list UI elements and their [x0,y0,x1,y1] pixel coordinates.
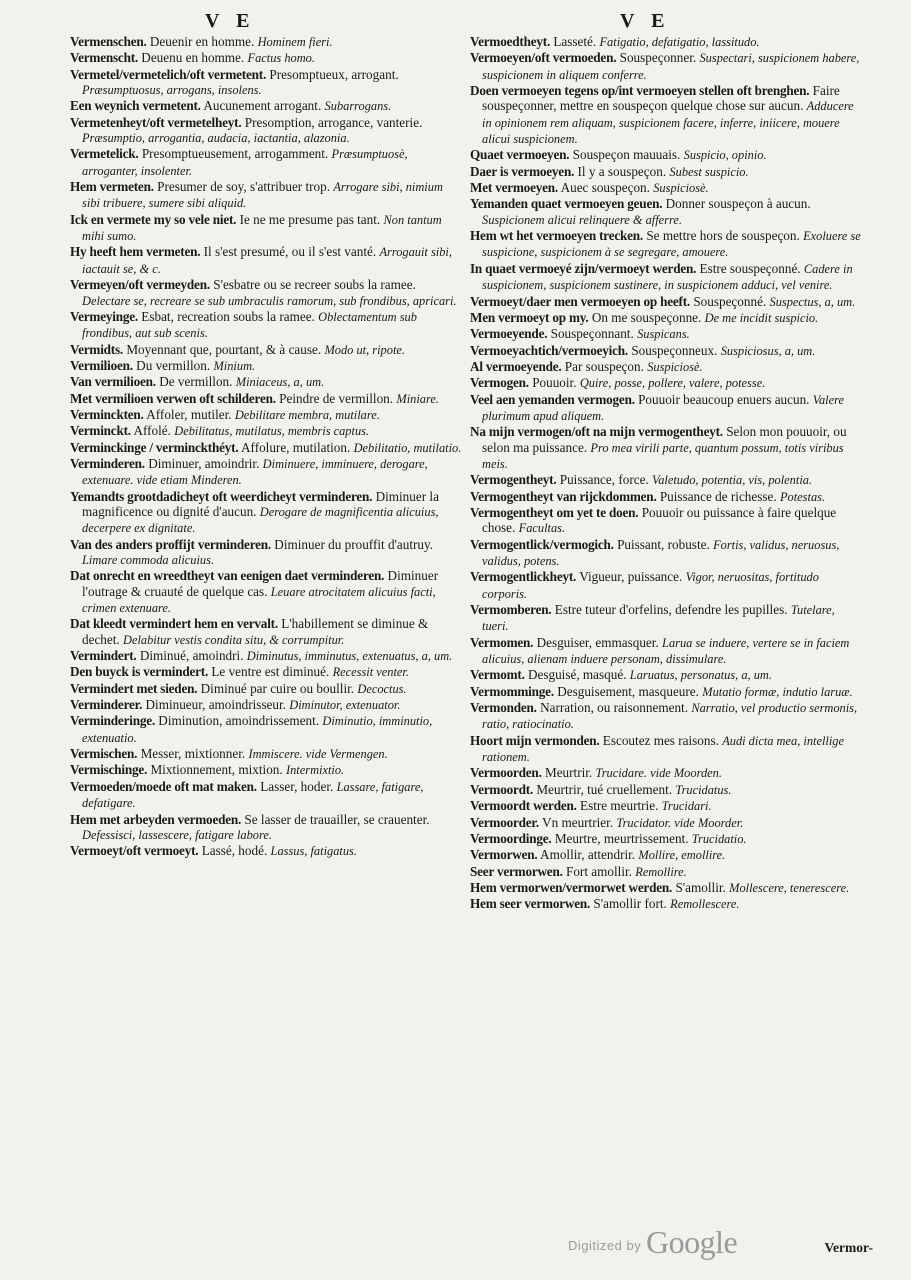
french-gloss: Estre tuteur d'orfelins, defendre les pupilles. [554,602,788,618]
french-gloss: Se lasser de trauailler, se crauenter. [244,811,430,827]
french-gloss: Desguisement, masqueure. [557,683,699,699]
headword: Al vermoeyende. [470,358,562,374]
latin-gloss: Trucidatus. [675,782,732,797]
dictionary-entry [470,602,862,635]
latin-gloss: Diminutio, imminutio, extenuatio. [82,714,433,745]
french-gloss: Puissant, robuste. [617,536,710,552]
latin-gloss: Præsumptuosè, arroganter, insolenter. [82,147,408,178]
headword: Vermoeyt/oft vermoeyt. [70,843,199,859]
french-gloss: Lassé, hodé. [201,843,268,859]
dictionary-entry [470,733,862,766]
french-gloss: Moyennant que, pourtant, & à cause. [126,341,322,357]
french-gloss: Presomption, arrogance, vanterie. [244,114,423,130]
headword: Vermomberen. [470,602,552,618]
latin-gloss: Trucidator. vide Moorder. [616,815,744,830]
french-gloss: Diminué, amoindri. [139,648,244,664]
french-gloss: Esbat, recreation soubs la ramee. [141,308,315,324]
headword: Vermoordinge. [470,830,552,846]
latin-gloss: Diminutus, imminutus, extenuatus, a, um. [246,649,453,664]
french-gloss: Amollir, attendrir. [540,847,636,863]
latin-gloss: Intermixtio. [285,763,345,778]
latin-gloss: Facultas. [518,521,566,536]
french-gloss: S'amollir fort. [593,896,667,912]
watermark-prefix: Digitized by [568,1238,642,1253]
headword: Hem wt het vermoeyen trecken. [470,228,644,244]
latin-gloss: Suspicans. [637,327,690,342]
french-gloss: Aucunement arrogant. [203,98,322,114]
headword: Vermetenheyt/oft vermetelheyt. [70,114,242,130]
french-gloss: Diminution, amoindrissement. [158,713,320,729]
french-gloss: S'amollir. [675,879,726,895]
headword: Vermindert. [70,648,137,664]
latin-gloss: Miniaceus, a, um. [235,375,325,390]
french-gloss: De vermillon. [159,374,233,390]
dictionary-entry [70,456,462,489]
dictionary-entry [70,537,462,569]
latin-gloss: Tutelare, tueri. [482,603,835,634]
dictionary-entry [470,569,862,602]
french-gloss: Meurtre, meurtrissement. [554,830,689,846]
latin-gloss: Leuare atrocitatem alicuius facti, crimen extenuare. [82,584,436,616]
headword: Na mijn vermogen/oft na mijn vermogentheyt. [470,424,723,440]
headword: Doen vermoeyen tegens op/int vermoeyen stellen oft brenghen. [470,83,810,99]
dictionary-entry [70,779,462,812]
dictionary-entry [470,831,862,847]
dictionary-entry [470,489,862,505]
french-gloss: Pouuoir beaucoup enuers aucun. [638,391,810,407]
dictionary-entry [70,244,462,277]
dictionary-entry [70,407,462,423]
dictionary-entry [470,34,862,50]
french-gloss: Le ventre est diminué. [211,664,330,680]
french-gloss: Ie ne me presume pas tant. [239,211,381,227]
dictionary-entry [470,684,862,700]
headword: Vermoordt. [470,781,534,797]
latin-gloss: Suspicionem alicui relinquere & afferre. [482,212,682,227]
dictionary-entry [470,667,862,683]
french-gloss: Se mettre hors de souspeçon. [646,228,800,244]
latin-gloss: Laruatus, personatus, a, um. [629,668,772,683]
headword: Verminderinge. [70,713,155,729]
dictionary-entry [70,697,462,713]
latin-gloss: Audi dicta mea, intellige rationem. [482,733,845,765]
latin-gloss: Suspiciosè. [653,181,709,196]
headword: Vermoeyachtich/vermoeyich. [470,342,629,358]
french-gloss: Peindre de vermillon. [279,390,394,406]
dictionary-entry [470,864,862,880]
latin-gloss: Defessisci, lassescere, fatigare labore. [82,827,272,842]
french-gloss: Meurtrir, tué cruellement. [536,781,673,797]
latin-gloss: Mollire, emollire. [638,848,726,863]
french-gloss: Selon mon pouuoir, ou selon ma puissance. [482,424,847,455]
dictionary-entry [470,326,862,342]
dictionary-entry [470,83,862,147]
latin-gloss: Trucidari. [661,799,712,814]
header-left: V E [205,10,256,32]
headword: Vermomen. [470,634,534,650]
dictionary-entry [470,310,862,326]
dictionary-entry [70,50,462,66]
headword: Vermomminge. [470,683,554,699]
french-gloss: Lasseté. [553,34,597,49]
dictionary-entry [70,179,462,212]
dictionary-entry [470,815,862,831]
headword: Yemanden quaet vermoeyen geuen. [470,196,663,212]
right-column [470,34,862,913]
dictionary-entry [470,261,862,294]
dictionary-entry [70,423,462,439]
dictionary-entry [70,616,462,648]
dictionary-entry [470,635,862,668]
headword: Verminderen. [70,455,145,471]
latin-gloss: Decoctus. [357,681,407,696]
latin-gloss: Factus homo. [247,51,315,66]
headword: Vermenscht. [70,50,138,66]
french-gloss: Donner souspeçon à aucun. [665,196,811,212]
dictionary-entry [70,391,462,407]
latin-gloss: Minium. [213,358,256,373]
dictionary-entry [470,880,862,896]
french-gloss: Escoutez mes raisons. [602,732,719,748]
headword: Vermischinge. [70,762,148,778]
dictionary-entry [470,505,862,537]
dictionary-entry [70,713,462,746]
headword: Vermischen. [70,746,138,762]
dictionary-entry [70,212,462,245]
headword: Vermoeden/moede oft mat maken. [70,778,257,794]
dictionary-entry [470,392,862,425]
french-gloss: Messer, mixtionner. [140,746,246,762]
french-gloss: Vigueur, puissance. [579,569,683,585]
dictionary-entry [70,374,462,390]
headword: Den buyck is vermindert. [70,664,209,680]
latin-gloss: Remollire. [635,864,687,879]
headword: Vermidts. [70,341,124,357]
latin-gloss: Cadere in suspicionem, suspicionem sustinere, in suspicionem adduci, vel venire. [482,261,853,293]
dictionary-entry [70,115,462,147]
headword: Verminderer. [70,697,143,713]
headword: Vermoorden. [470,765,542,781]
dictionary-entry [470,765,862,781]
dictionary-entry [470,847,862,863]
dictionary-entry [70,762,462,778]
latin-gloss: Mutatio formæ, indutio laruæ. [702,684,853,699]
dictionary-entry [70,358,462,374]
dictionary-entry [470,472,862,488]
headword: Vermenschen. [70,34,147,49]
latin-gloss: Narratio, vel productio sermonis, ratio, ratiocinatio. [482,701,858,732]
french-gloss: Deuenu en homme. [141,50,245,66]
dictionary-entry [470,343,862,359]
dictionary-entry [470,537,862,570]
headword: Vermoorder. [470,814,539,830]
dictionary-entry [470,359,862,375]
latin-gloss: Arrogauit sibi, iactauit se, & c. [82,245,452,276]
latin-gloss: Limare commoda alicuius. [82,553,215,567]
latin-gloss: Trucidatio. [691,831,747,846]
headword: Vermeyinge. [70,308,138,324]
headword: Van vermilioen. [70,374,156,390]
latin-gloss: Quire, posse, pollere, valere, potesse. [579,376,766,391]
dictionary-entry [70,98,462,114]
latin-gloss: Subarrogans. [324,99,392,114]
french-gloss: Desguiser, emmasquer. [536,634,659,650]
headword: Met vermoeyen. [470,180,558,196]
french-gloss: Meurtrir. [544,765,593,781]
headword: Met vermilioen verwen oft schilderen. [70,390,276,406]
headword: Vermogentlickheyt. [470,569,577,585]
french-gloss: Estre souspeçonné. [699,260,801,276]
latin-gloss: Potestas. [779,489,826,504]
french-gloss: Puissance de richesse. [659,488,777,504]
headword: Vermonden. [470,700,537,716]
latin-gloss: Suspiciosè. [647,359,703,374]
latin-gloss: Oblectamentum sub frondibus, aut sub scenis. [82,309,417,341]
latin-gloss: Arrogare sibi, nimium sibi tribuere, sumere sibi aliquid. [82,180,443,211]
french-gloss: Diminuer l'outrage & cruauté de quelque cas. [82,568,439,599]
french-gloss: Presomptueusement, arrogamment. [141,146,329,162]
latin-gloss: Suspiciosus, a, um. [720,343,816,358]
headword: Vermoordt werden. [470,798,577,814]
headword: In quaet vermoeyé zijn/vermoeyt werden. [470,260,697,276]
headword: Verminckten. [70,406,144,422]
headword: Vermoedtheyt. [470,34,551,49]
french-gloss: Narration, ou raisonnement. [540,700,689,716]
header-right: V E [620,10,671,32]
french-gloss: Affoler, mutiler. [146,406,232,422]
french-gloss: S'esbatre ou se recreer soubs la ramee. [213,277,416,293]
headword: Dat kleedt vermindert hem en vervalt. [70,616,278,632]
latin-gloss: Derogare de magnificentia alicuius, decerpere ex dignitate. [82,504,439,536]
headword: Vermoeyen/oft vermoeden. [470,50,617,66]
headword: Vermorwen. [470,847,538,863]
latin-gloss: Debilitare membra, mutilare. [234,407,380,422]
latin-gloss: Valere plurimum apud aliquem. [482,392,844,423]
latin-gloss: Trucidare. vide Moorden. [595,766,722,781]
french-gloss: Lasser, hoder. [260,778,334,794]
dictionary-entry [70,681,462,697]
latin-gloss: Laruа se induere, vertere se in faciem alicuius, alienam induere personam, dissimulare. [482,635,850,667]
french-gloss: Par souspeçon. [564,358,644,374]
dictionary-entry [470,147,862,163]
dictionary-entry [70,277,462,309]
headword: Van des anders proffijt verminderen. [70,536,271,552]
dictionary-entry [470,164,862,180]
french-gloss: Souspeçonner. [619,50,697,66]
headword: Verminckt. [70,423,131,439]
headword: Vermogentheyt. [470,472,557,488]
headword: Vermogentlick/vermogich. [470,536,614,552]
page-header [0,10,911,36]
latin-gloss: Delectare se, recreare se sub umbraculis ramorum, sub frondibus, apricari. [82,293,457,308]
headword: Verminckinge / verminckthéyt. [70,439,239,455]
french-gloss: Desguisé, masqué. [527,667,627,683]
latin-gloss: Modo ut, ripote. [324,342,405,357]
french-gloss: Il y a souspeçon. [577,163,667,179]
french-gloss: Puissance, force. [559,472,649,488]
dictionary-entry [470,228,862,261]
french-gloss: Souspeçonnant. [550,326,634,342]
french-gloss: On me souspeçonne. [591,309,702,325]
dictionary-entry [70,664,462,680]
headword: Vermindert met sieden. [70,680,198,696]
dictionary-entry [70,146,462,179]
french-gloss: Mixtionnement, mixtion. [150,762,283,778]
latin-gloss: Debilitatio, mutilatio. [353,440,462,455]
latin-gloss: Suspicio, opinio. [683,148,767,163]
french-gloss: Deuenir en homme. [149,34,255,49]
latin-gloss: Miniare. [396,391,439,406]
latin-gloss: Lassare, fatigare, defatigare. [82,779,424,811]
dictionary-entry [70,309,462,342]
dictionary-entry [70,342,462,358]
french-gloss: Vn meurtrier. [542,814,614,830]
dictionary-entry [70,34,462,50]
french-gloss: Diminuer du prouffit d'autruy. [274,536,434,552]
headword: Vermomt. [470,667,525,683]
dictionary-entry [470,294,862,310]
dictionary-entry [470,424,862,472]
dictionary-entry [70,648,462,664]
headword: Daer is vermoeyen. [470,163,575,179]
dictionary-entry [70,568,462,616]
latin-gloss: Recessit venter. [332,665,409,680]
headword: Dat onrecht en wreedtheyt van eenigen daet verminderen. [70,568,385,584]
headword: Hem met arbeyden vermoeden. [70,811,242,827]
latin-gloss: De me incidit suspicio. [704,310,819,325]
left-column [70,34,462,860]
dictionary-entry [470,180,862,196]
headword: Vermogentheyt om yet te doen. [470,504,639,520]
french-gloss: Affolé. [133,423,171,439]
dictionary-entry [470,375,862,391]
latin-gloss: Adducere in opinionem rem aliquam, suspicionem facere, inferre, iniicere, mouere alicui suspicionem. [482,99,854,147]
latin-gloss: Præsumptuosus, arrogans, insolens. [82,83,262,98]
latin-gloss: Subest suspicio. [669,164,749,179]
dictionary-entry [70,812,462,844]
dictionary-entry [70,440,462,456]
watermark-brand: Google [646,1224,738,1260]
french-gloss: Estre meurtrie. [580,798,659,814]
dictionary-entry [470,782,862,798]
headword: Veel aen yemanden vermogen. [470,391,635,407]
dictionary-entry [70,843,462,859]
dictionary-entry [70,67,462,99]
headword: Hy heeft hem vermeten. [70,244,201,260]
headword: Quaet vermoeyen. [470,147,570,163]
latin-gloss: Non tantum mihi sumo. [82,212,442,244]
french-gloss: Affolure, mutilation. [241,439,351,455]
headword: Vermeyen/oft vermeyden. [70,277,210,293]
headword: Hem vermeten. [70,179,154,195]
headword: Seer vermorwen. [470,863,563,879]
headword: Vermilioen. [70,357,133,373]
headword: Vermetel/vermetelich/oft vermetent. [70,66,267,82]
latin-gloss: Exoluere se suspicione, suspicionem à se segregare, amouere. [482,229,861,260]
french-gloss: Faire souspeçonner, mettre en souspeçon quelque chose sur aucun. [482,83,840,114]
headword: Vermetelick. [70,146,139,162]
headword: Vermogentheyt van rijckdommen. [470,488,657,504]
latin-gloss: Pro mea virili parte, quantum possum, totis viribus meis. [482,440,844,471]
french-gloss: Diminuer la magnificence ou dignité d'aucun. [82,488,439,519]
french-gloss: Du vermillon. [136,357,211,373]
dictionary-entry [470,896,862,912]
french-gloss: Souspeçonné. [693,293,767,309]
headword: Hem seer vermorwen. [470,896,591,912]
headword: Vermoeyende. [470,326,548,342]
french-gloss: Diminuer, amoindrir. [148,455,260,471]
headword: Hoort mijn vermonden. [470,732,600,748]
dictionary-entry [470,50,862,83]
latin-gloss: Debilitatus, mutilatus, membris captus. [174,424,370,439]
french-gloss: Auec souspeçon. [560,180,650,196]
french-gloss: Souspeçonneux. [631,342,718,358]
google-watermark [568,1222,768,1262]
latin-gloss: Fortis, validus, neruosus, validus, potens. [482,537,840,568]
dictionary-entry [70,746,462,762]
latin-gloss: Lassus, fatigatus. [270,844,357,859]
french-gloss: Presomptueux, arrogant. [269,66,399,82]
dictionary-entry [470,196,862,228]
headword: Vermogen. [470,375,529,391]
french-gloss: Presumer de soy, s'attribuer trop. [157,179,331,195]
catchword: Vermor- [824,1240,873,1255]
latin-gloss: Diminutor, extenuator. [289,698,401,713]
headword: Ick en vermete my so vele niet. [70,211,237,227]
latin-gloss: Præsumptio, arrogantia, audacia, iactantia, alazonia. [82,131,350,146]
french-gloss: Diminué par cuire ou boullir. [200,680,355,696]
french-gloss: L'habillement se diminue & dechet. [82,616,429,647]
headword: Yemandts grootdadicheyt oft weerdicheyt verminderen. [70,488,373,504]
latin-gloss: Delabitur vestis condita situ, & corrumpitur. [123,632,345,647]
headword: Hem vermorwen/vermorwet werden. [470,879,673,895]
latin-gloss: Diminuere, imminuere, derogare, extenuare. vide etiam Minderen. [82,456,428,488]
headword: Vermoeyt/daer men vermoeyen op heeft. [470,293,691,309]
latin-gloss: Remollescere. [670,897,740,912]
french-gloss: Diminueur, amoindrisseur. [145,697,286,713]
french-gloss: Souspeçon mauuais. [572,147,681,163]
dictionary-entry [470,798,862,814]
french-gloss: Fort amollir. [566,863,632,879]
latin-gloss: Suspectus, a, um. [769,294,856,309]
latin-gloss: Immiscere. vide Vermengen. [248,747,388,762]
latin-gloss: Fatigatio, defatigatio, lassitudo. [599,35,760,49]
headword: Men vermoeyt op my. [470,309,589,325]
french-gloss: Pouuoir. [532,375,577,391]
french-gloss: Il s'est presumé, ou il s'est vanté. [203,244,377,260]
latin-gloss: Valetudo, potentia, vis, polentia. [652,473,813,488]
dictionary-entry [470,700,862,733]
french-gloss: Pouuoir ou puissance à faire quelque chose. [482,504,837,536]
latin-gloss: Hominem fieri. [257,35,333,49]
dictionary-entry [70,489,462,537]
headword: Een weynich vermetent. [70,98,201,114]
latin-gloss: Vigor, neruositas, fortitudo corporis. [482,570,819,601]
latin-gloss: Mollescere, tenerescere. [729,880,850,895]
latin-gloss: Suspectari, suspicionem habere, suspicionem in aliquem conferre. [482,51,860,82]
